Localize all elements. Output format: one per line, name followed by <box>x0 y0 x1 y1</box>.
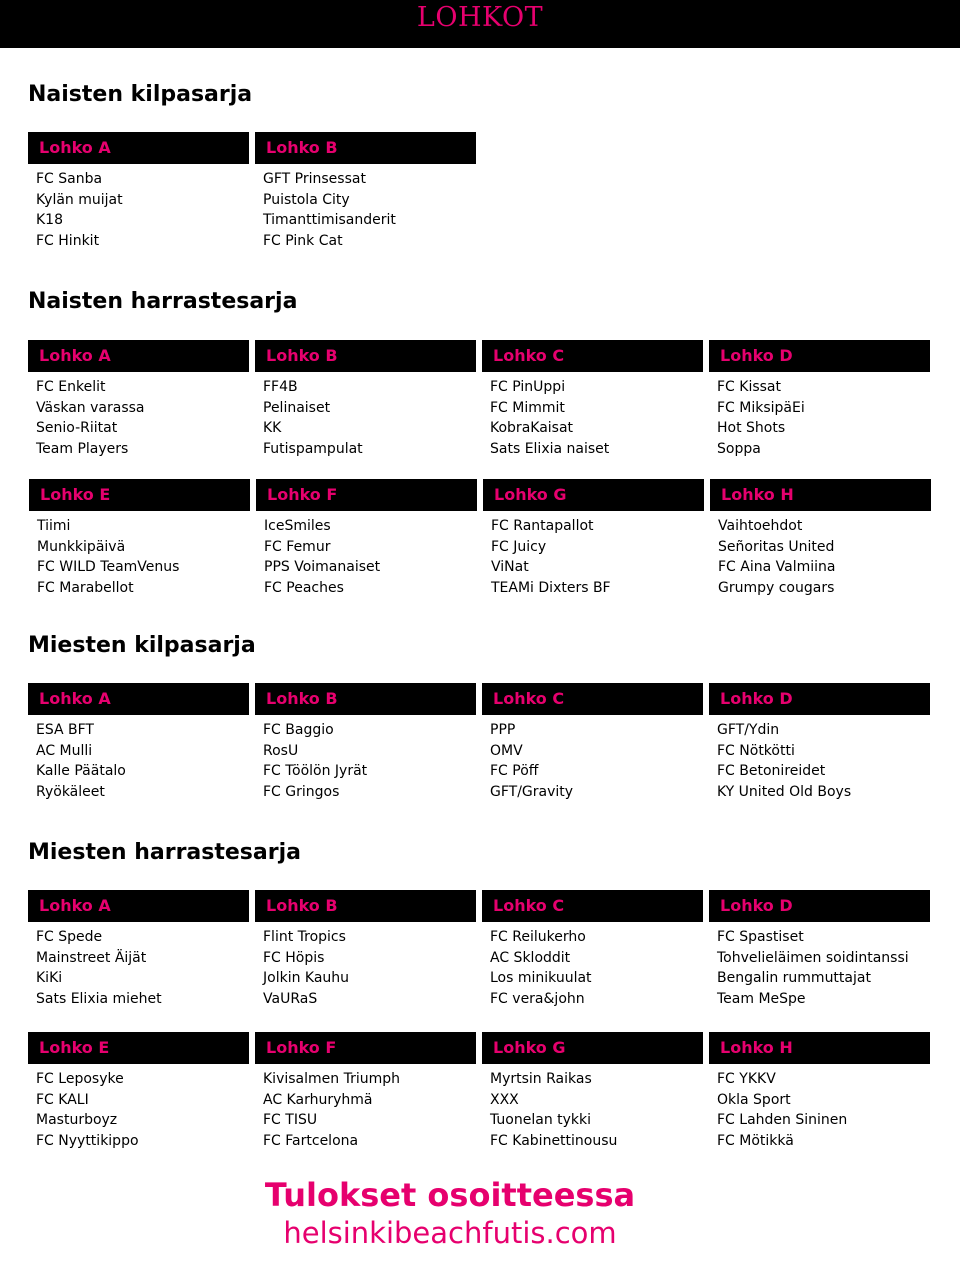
group-header: Lohko A <box>28 890 249 922</box>
group-header: Lohko G <box>483 479 704 511</box>
group-header: Lohko G <box>482 1032 703 1064</box>
team-list <box>483 516 704 598</box>
top-banner <box>0 0 960 48</box>
team-item: Kylän muijat <box>36 191 123 208</box>
team-item: VaURaS <box>263 990 318 1007</box>
team-list <box>710 516 931 598</box>
group-header: Lohko F <box>255 1032 476 1064</box>
team-item: FF4B <box>263 379 298 395</box>
group-block <box>483 479 704 598</box>
team-item: Senio-Riitat <box>36 420 118 436</box>
team-item: FC WILD TeamVenus <box>37 559 180 575</box>
group-header: Lohko C <box>482 890 703 922</box>
group-block <box>28 132 249 251</box>
team-item: Team Players <box>36 440 129 457</box>
group-header: Lohko A <box>28 132 249 164</box>
team-item: ViNat <box>491 559 529 575</box>
group-block <box>255 683 476 802</box>
group-header: Lohko H <box>710 479 931 511</box>
team-item: AC Karhuryhmä <box>263 1091 373 1108</box>
team-item: FC Gringos <box>263 783 340 800</box>
team-list <box>482 1069 703 1151</box>
team-item: KK <box>263 420 282 436</box>
team-item: PPS Voimanaiset <box>264 559 381 575</box>
team-item: GFT Prinsessat <box>263 171 366 187</box>
team-item: FC Baggio <box>263 722 334 738</box>
team-item: FC TISU <box>263 1112 318 1128</box>
group-header: Lohko E <box>28 1032 249 1064</box>
team-item: TEAMi Dixters BF <box>491 579 611 596</box>
team-list <box>255 1069 476 1151</box>
team-item: FC Marabellot <box>37 579 134 596</box>
group-header: Lohko F <box>256 479 477 511</box>
team-item: FC Hinkit <box>36 232 100 249</box>
team-item: KobraKaisat <box>490 420 574 436</box>
team-list <box>709 1069 930 1151</box>
team-item: AC Skloddit <box>490 949 571 966</box>
team-item: FC Nötkötti <box>717 742 795 759</box>
team-item: KY United Old Boys <box>717 783 852 800</box>
section-title: Naisten kilpasarja <box>28 82 253 107</box>
team-item: FC Fartcelona <box>263 1132 359 1149</box>
team-item: FC Lahden Sininen <box>717 1112 848 1128</box>
team-item: Sats Elixia miehet <box>36 990 162 1007</box>
team-list <box>28 1069 249 1151</box>
team-item: OMV <box>490 742 523 759</box>
team-item: Puistola City <box>263 191 350 208</box>
team-item: FC Reilukerho <box>490 929 586 945</box>
group-block <box>255 340 476 459</box>
group-header: Lohko B <box>255 132 476 164</box>
group-block <box>28 683 249 802</box>
team-item: FC Leposyke <box>36 1071 124 1087</box>
team-item: FC vera&john <box>490 990 585 1007</box>
group-block <box>709 683 930 802</box>
team-list <box>709 720 930 802</box>
team-item: Mainstreet Äijät <box>36 949 147 966</box>
team-item: FC Kabinettinousu <box>490 1132 618 1149</box>
group-block <box>482 1032 703 1151</box>
team-item: K18 <box>36 212 63 228</box>
team-item: Ryökäleet <box>36 783 105 800</box>
team-item: Hot Shots <box>717 420 786 436</box>
team-item: GFT/Ydin <box>717 722 780 738</box>
team-item: FC MiksipäEi <box>717 399 805 416</box>
team-item: Sats Elixia naiset <box>490 440 610 457</box>
team-list <box>255 377 476 459</box>
group-header: Lohko B <box>255 890 476 922</box>
team-item: FC KALI <box>36 1091 89 1108</box>
team-item: Tohvelieläimen soidintanssi <box>717 949 909 966</box>
team-list <box>482 720 703 802</box>
team-item: FC Aina Valmiina <box>718 559 836 575</box>
team-list <box>28 927 249 1009</box>
team-item: Bengalin rummuttajat <box>717 970 871 986</box>
team-item: Myrtsin Raikas <box>490 1071 592 1087</box>
team-list <box>28 720 249 802</box>
team-item: FC Rantapallot <box>491 518 594 534</box>
team-item: FC Höpis <box>263 949 325 966</box>
team-item: FC Mimmit <box>490 399 565 416</box>
team-item: Futispampulat <box>263 440 363 457</box>
group-block <box>482 890 703 1009</box>
team-item: Tuonelan tykki <box>490 1112 592 1128</box>
team-item: Señoritas United <box>718 538 835 555</box>
team-item: FC PinUppi <box>490 379 566 395</box>
team-item: KiKi <box>36 970 63 986</box>
team-item: Jolkin Kauhu <box>263 970 350 986</box>
team-item: ESA BFT <box>36 722 94 738</box>
team-list <box>482 377 703 459</box>
group-header: Lohko D <box>709 683 930 715</box>
results-website: helsinkibeachfutis.com <box>283 1216 617 1250</box>
team-list <box>28 169 249 251</box>
team-list <box>29 516 250 598</box>
team-list <box>255 720 476 802</box>
section-title: Miesten harrastesarja <box>28 840 301 865</box>
group-block <box>29 479 250 598</box>
team-item: FC Spede <box>36 929 103 945</box>
group-block <box>28 340 249 459</box>
group-block <box>28 1032 249 1151</box>
group-header: Lohko A <box>28 683 249 715</box>
group-block <box>482 683 703 802</box>
team-item: FC Enkelit <box>36 379 106 395</box>
team-item: FC Sanba <box>36 171 103 187</box>
group-block <box>255 132 476 251</box>
team-item: FC YKKV <box>717 1071 776 1087</box>
group-header: Lohko E <box>29 479 250 511</box>
group-block <box>28 890 249 1009</box>
team-item: Munkkipäivä <box>37 538 126 555</box>
team-item: FC Mötikkä <box>717 1132 794 1149</box>
page-title: LOHKOT <box>416 2 544 33</box>
team-list <box>709 377 930 459</box>
team-item: Väskan varassa <box>36 399 145 416</box>
team-item: FC Nyyttikippo <box>36 1132 139 1149</box>
team-item: Los minikuulat <box>490 970 592 986</box>
team-item: GFT/Gravity <box>490 783 574 800</box>
team-list <box>255 927 476 1009</box>
section-title: Naisten harrastesarja <box>28 289 298 314</box>
group-block <box>710 479 931 598</box>
section-title: Miesten kilpasarja <box>28 633 256 658</box>
team-item: FC Pink Cat <box>263 232 343 249</box>
team-item: FC Femur <box>264 538 331 555</box>
team-item: PPP <box>490 722 516 738</box>
team-list <box>482 927 703 1009</box>
team-list <box>709 927 930 1009</box>
results-heading: Tulokset osoitteessa <box>264 1176 636 1214</box>
team-item: FC Peaches <box>264 579 344 596</box>
team-item: Vaihtoehdot <box>718 518 803 534</box>
group-header: Lohko C <box>482 683 703 715</box>
group-block <box>482 340 703 459</box>
group-block <box>709 340 930 459</box>
group-header: Lohko D <box>709 890 930 922</box>
group-block <box>255 1032 476 1151</box>
team-item: Soppa <box>717 440 761 457</box>
team-item: Timanttimisanderit <box>263 212 396 228</box>
team-item: FC Juicy <box>491 538 547 555</box>
team-item: Pelinaiset <box>263 399 331 416</box>
group-header: Lohko B <box>255 340 476 372</box>
team-item: AC Mulli <box>36 742 93 759</box>
team-item: Tiimi <box>37 518 71 534</box>
group-block <box>256 479 477 598</box>
team-item: Flint Tropics <box>263 929 346 945</box>
group-block <box>709 890 930 1009</box>
team-item: Kivisalmen Triumph <box>263 1071 400 1087</box>
team-list <box>255 169 476 251</box>
team-item: XXX <box>490 1091 519 1108</box>
team-item: Team MeSpe <box>717 990 806 1007</box>
team-item: FC Betonireidet <box>717 763 826 779</box>
team-list <box>28 377 249 459</box>
team-item: FC Kissat <box>717 379 782 395</box>
group-header: Lohko H <box>709 1032 930 1064</box>
group-block <box>709 1032 930 1151</box>
team-item: FC Töölön Jyrät <box>263 763 368 779</box>
team-item: IceSmiles <box>264 518 331 534</box>
group-header: Lohko C <box>482 340 703 372</box>
team-item: Masturboyz <box>36 1112 118 1128</box>
group-header: Lohko A <box>28 340 249 372</box>
team-item: Kalle Päätalo <box>36 763 126 779</box>
team-list <box>256 516 477 598</box>
group-header: Lohko B <box>255 683 476 715</box>
team-item: Okla Sport <box>717 1091 791 1108</box>
team-item: RosU <box>263 742 299 759</box>
group-header: Lohko D <box>709 340 930 372</box>
team-item: FC Spastiset <box>717 929 804 945</box>
group-block <box>255 890 476 1009</box>
team-item: Grumpy cougars <box>718 579 835 596</box>
team-item: FC Pöff <box>490 763 539 779</box>
